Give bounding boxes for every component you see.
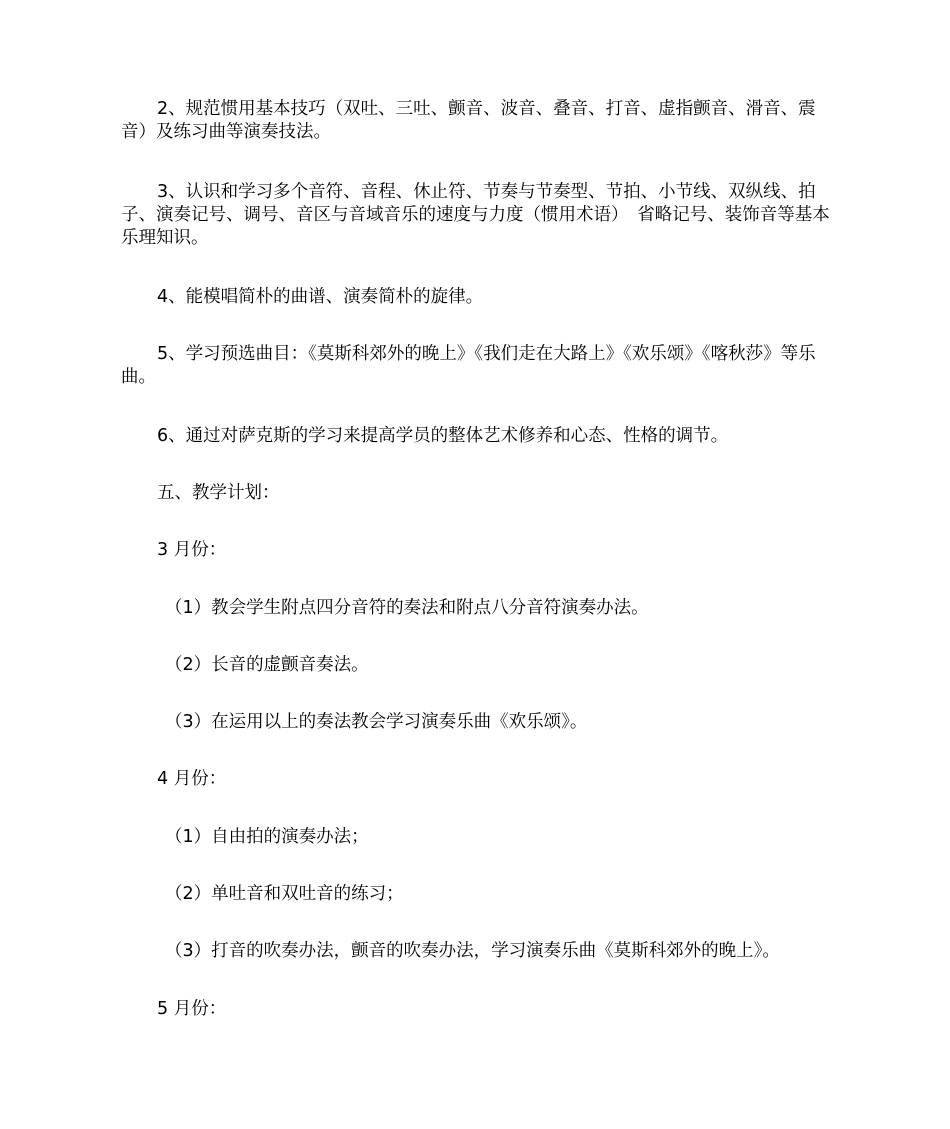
month-label-march: 3 月份：: [157, 540, 227, 560]
paragraph-6: 6、通过对萨克斯的学习来提高学员的整体艺术修养和心态、性格的调节。: [157, 426, 729, 446]
paragraph-5: 5、学习预选曲目：《莫斯科郊外的晚上》《我们走在大路上》《欢乐颂》《喀秋莎》等乐曲。: [121, 344, 816, 387]
paragraph-2: 2、规范惯用基本技巧（双吐、三吐、颤音、波音、叠音、打音、虚指颤音、滑音、震音）及练习曲等演奏技法。: [121, 99, 816, 142]
section-heading: 五、教学计划：: [157, 483, 280, 503]
april-item-1: （1）自由拍的演奏办法；: [165, 827, 369, 847]
paragraph-3: 3、认识和学习多个音符、音程、休止符、节奏与节奏型、节拍、小节线、双纵线、拍子、演奏记号、调号、音区与音域音乐的速度与力度（惯用术语） 省略记号、装饰音等基本乐理知识。: [121, 182, 830, 248]
april-item-3: （3）打音的吹奏办法，颤音的吹奏办法，学习演奏乐曲《莫斯科郊外的晚上》。: [165, 941, 780, 961]
march-item-3: （3）在运用以上的奏法教会学习演奏乐曲《欢乐颂》。: [165, 712, 588, 732]
month-label-may: 5 月份：: [157, 999, 227, 1019]
april-item-2: （2）单吐音和双吐音的练习；: [165, 884, 404, 904]
march-item-1: （1）教会学生附点四分音符的奏法和附点八分音符演奏办法。: [165, 598, 649, 618]
month-label-april: 4 月份：: [157, 769, 227, 789]
paragraph-4: 4、能模唱简朴的曲谱、演奏简朴的旋律。: [157, 287, 484, 307]
march-item-2: （2）长音的虚颤音奏法。: [165, 655, 369, 675]
